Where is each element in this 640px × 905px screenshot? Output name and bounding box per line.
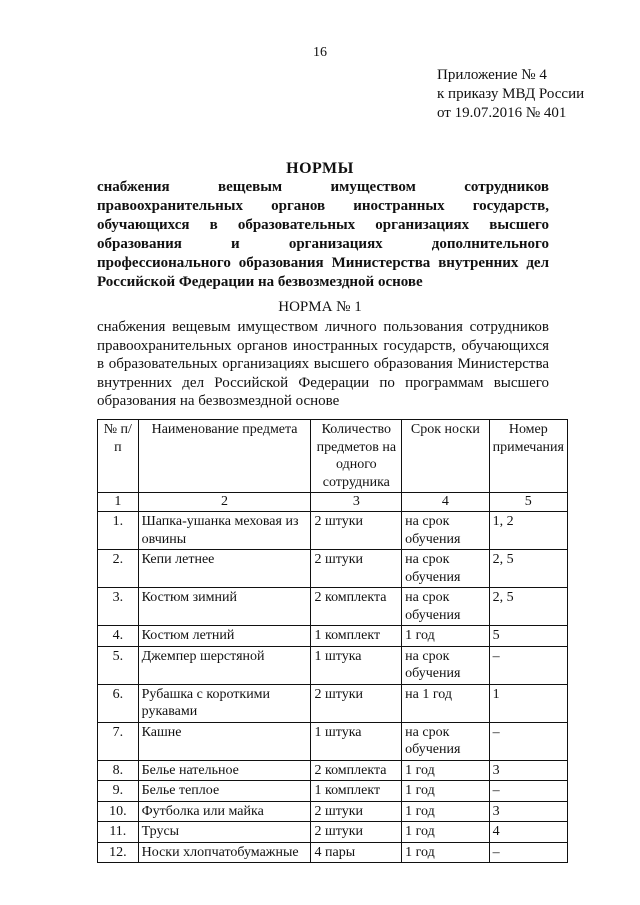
table-row <box>98 722 568 760</box>
table-row <box>98 760 568 781</box>
item-name: Трусы <box>138 822 311 843</box>
item-wear-period: 1 год <box>402 822 489 843</box>
table-row <box>98 684 568 722</box>
item-note: – <box>489 842 567 863</box>
item-quantity: 1 комплект <box>311 781 402 802</box>
norm-title: НОРМА № 1 <box>278 299 362 315</box>
item-name: Джемпер шерстяной <box>138 646 311 684</box>
header-note-number: Номер примечания <box>489 420 567 493</box>
header-item-name: Наименование предмета <box>138 420 311 493</box>
header-number: № п/п <box>98 420 139 493</box>
item-note: – <box>489 781 567 802</box>
annex-line-3: от 19.07.2016 № 401 <box>437 105 567 121</box>
row-number: 4. <box>98 626 139 647</box>
items-table <box>97 419 568 863</box>
row-number: 3. <box>98 588 139 626</box>
row-number: 6. <box>98 684 139 722</box>
norm-description: снабжения вещевым имуществом личного пользования сотрудников правоохранительных органов иностранных государств, обучающихся в образовательных организациях высшего образования Министерства внутренних дел Российской Федерации по программам высшего образования на безвозмездной основе <box>97 319 549 409</box>
item-wear-period: на срок обучения <box>402 646 489 684</box>
item-name: Костюм зимний <box>138 588 311 626</box>
row-number: 1. <box>98 512 139 550</box>
item-note: 3 <box>489 801 567 822</box>
table-row <box>98 626 568 647</box>
item-wear-period: на срок обучения <box>402 512 489 550</box>
column-number: 4 <box>402 493 489 512</box>
item-quantity: 2 комплекта <box>311 760 402 781</box>
table-row <box>98 842 568 863</box>
column-number-row <box>98 493 568 512</box>
item-note: 2, 5 <box>489 550 567 588</box>
annex-line-2: к приказу МВД России <box>437 86 585 102</box>
row-number: 8. <box>98 760 139 781</box>
item-name: Носки хлопчатобумажные <box>138 842 311 863</box>
table-row <box>98 588 568 626</box>
item-quantity: 2 штуки <box>311 684 402 722</box>
header-wear-period: Срок носки <box>402 420 489 493</box>
column-number: 5 <box>489 493 567 512</box>
item-note: – <box>489 722 567 760</box>
row-number: 5. <box>98 646 139 684</box>
item-note: – <box>489 646 567 684</box>
table-header-row <box>98 420 568 493</box>
row-number: 10. <box>98 801 139 822</box>
table-row <box>98 822 568 843</box>
item-wear-period: 1 год <box>402 626 489 647</box>
document-title: НОРМЫ <box>286 160 354 177</box>
item-note: 4 <box>489 822 567 843</box>
item-quantity: 2 штуки <box>311 822 402 843</box>
document-subtitle: снабжения вещевым имуществом сотрудников правоохранительных органов иностранных государств, обучающихся в образовательных организациях высшего образования и организациях дополнительного профессионального образования Министерства внутренних дел Российской Федерации на безвозмездной основе <box>97 179 549 290</box>
item-quantity: 2 штуки <box>311 801 402 822</box>
item-note: 1, 2 <box>489 512 567 550</box>
item-wear-period: на срок обучения <box>402 722 489 760</box>
table-row <box>98 646 568 684</box>
item-wear-period: 1 год <box>402 781 489 802</box>
item-name: Кепи летнее <box>138 550 311 588</box>
column-number: 2 <box>138 493 311 512</box>
row-number: 7. <box>98 722 139 760</box>
item-name: Шапка-ушанка меховая из овчины <box>138 512 311 550</box>
item-quantity: 2 комплекта <box>311 588 402 626</box>
table-row <box>98 512 568 550</box>
item-quantity: 2 штуки <box>311 512 402 550</box>
item-note: 1 <box>489 684 567 722</box>
item-wear-period: на 1 год <box>402 684 489 722</box>
item-name: Футболка или майка <box>138 801 311 822</box>
item-quantity: 1 штука <box>311 722 402 760</box>
table-row <box>98 801 568 822</box>
annex-block <box>437 66 584 123</box>
item-quantity: 4 пары <box>311 842 402 863</box>
column-number: 3 <box>311 493 402 512</box>
item-note: 5 <box>489 626 567 647</box>
row-number: 2. <box>98 550 139 588</box>
item-name: Белье нательное <box>138 760 311 781</box>
item-quantity: 2 штуки <box>311 550 402 588</box>
item-name: Костюм летний <box>138 626 311 647</box>
item-note: 2, 5 <box>489 588 567 626</box>
header-quantity: Количество предметов на одного сотрудника <box>311 420 402 493</box>
item-wear-period: 1 год <box>402 842 489 863</box>
annex-line-1: Приложение № 4 <box>437 67 547 83</box>
item-wear-period: 1 год <box>402 801 489 822</box>
item-name: Белье теплое <box>138 781 311 802</box>
item-quantity: 1 штука <box>311 646 402 684</box>
item-wear-period: на срок обучения <box>402 550 489 588</box>
page-number: 16 <box>313 45 327 60</box>
column-number: 1 <box>98 493 139 512</box>
item-quantity: 1 комплект <box>311 626 402 647</box>
table-row <box>98 781 568 802</box>
item-note: 3 <box>489 760 567 781</box>
item-wear-period: на срок обучения <box>402 588 489 626</box>
row-number: 9. <box>98 781 139 802</box>
item-name: Рубашка с короткими рукавами <box>138 684 311 722</box>
row-number: 12. <box>98 842 139 863</box>
row-number: 11. <box>98 822 139 843</box>
item-name: Кашне <box>138 722 311 760</box>
item-wear-period: 1 год <box>402 760 489 781</box>
table-row <box>98 550 568 588</box>
